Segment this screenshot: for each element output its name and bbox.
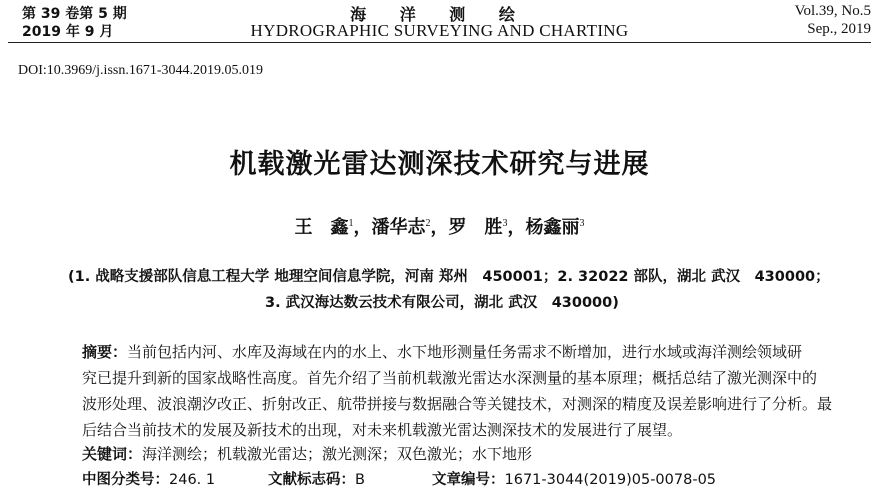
journal-name-cn: 海 洋 测 绘 [350, 5, 529, 24]
author-list: 王 鑫$^1$，潘华志$^2$，罗 胜$^3$，杨鑫丽$^3$ [294, 217, 585, 238]
abstract-line: 究已提升到新的国家战略性高度。首先介绍了当前机载激光雷达水深测量的基本原理；概括总结了激光测深中的 [82, 369, 818, 387]
author-name: 罗 胜 [448, 217, 503, 238]
clc-number [82, 468, 215, 489]
author-affiliation-mark: 1 [348, 218, 354, 229]
abstract-text: 当前包括内河、水库及海域在内的水上、水下地形测量任务需求不断增加，进行水域或海洋测绘领域研 [127, 343, 803, 361]
keywords-text: 海洋测绘；机载激光雷达；激光测深；双色激光；水下地形 [142, 445, 533, 463]
document-code [268, 468, 365, 489]
volume-issue-cn: 第 39 卷第 5 期 [22, 6, 127, 22]
document-code-label: 文献标志码： [268, 472, 355, 488]
keywords-label: 关键词： [82, 445, 143, 463]
keywords [82, 443, 532, 464]
affiliation-line: (1. 战略支援部队信息工程大学 地理空间信息学院，河南 郑州 450001；2. 32022 部队，湖北 武汉 430000； [68, 269, 830, 285]
abstract-line: 后结合当前技术的发展及新技术的出现，对未来机载激光雷达测深技术的发展进行了展望。 [82, 421, 683, 439]
affiliation-line: 3. 武汉海达数云技术有限公司，湖北 武汉 430000) [265, 295, 619, 311]
abstract-line: 波形处理、波浪潮汐改正、折射改正、航带拼接与数据融合等关键技术，对测深的精度及误差影响进行了分析。最 [82, 395, 833, 413]
header-rule [8, 42, 871, 43]
author-affiliation-mark: 3 [579, 218, 585, 229]
article-number-label: 文章编号： [432, 472, 505, 488]
abstract-line [82, 341, 802, 362]
date-en: Sep., 2019 [807, 21, 871, 37]
author-affiliation-mark: 2 [425, 218, 431, 229]
author-name: 潘华志 [371, 217, 426, 238]
clc-label: 中图分类号： [82, 472, 169, 488]
author-name: 杨鑫丽 [525, 217, 580, 238]
paper-title: 机载激光雷达测深技术研究与进展 [229, 149, 650, 180]
author-affiliation-mark: 3 [502, 218, 508, 229]
clc-value: 246. 1 [169, 472, 216, 488]
author-name: 王 鑫 [294, 217, 349, 238]
abstract-label: 摘要： [82, 343, 128, 361]
date-cn: 2019 年 9 月 [22, 24, 114, 40]
article-number-value: 1671-3044(2019)05-0078-05 [504, 472, 717, 488]
journal-name-en: HYDROGRAPHIC SURVEYING AND CHARTING [250, 21, 629, 40]
article-number [432, 468, 716, 489]
document-code-value: B [355, 472, 365, 488]
doi: DOI:10.3969/j.issn.1671-3044.2019.05.019 [18, 63, 263, 78]
volume-issue-en: Vol.39, No.5 [794, 3, 871, 19]
